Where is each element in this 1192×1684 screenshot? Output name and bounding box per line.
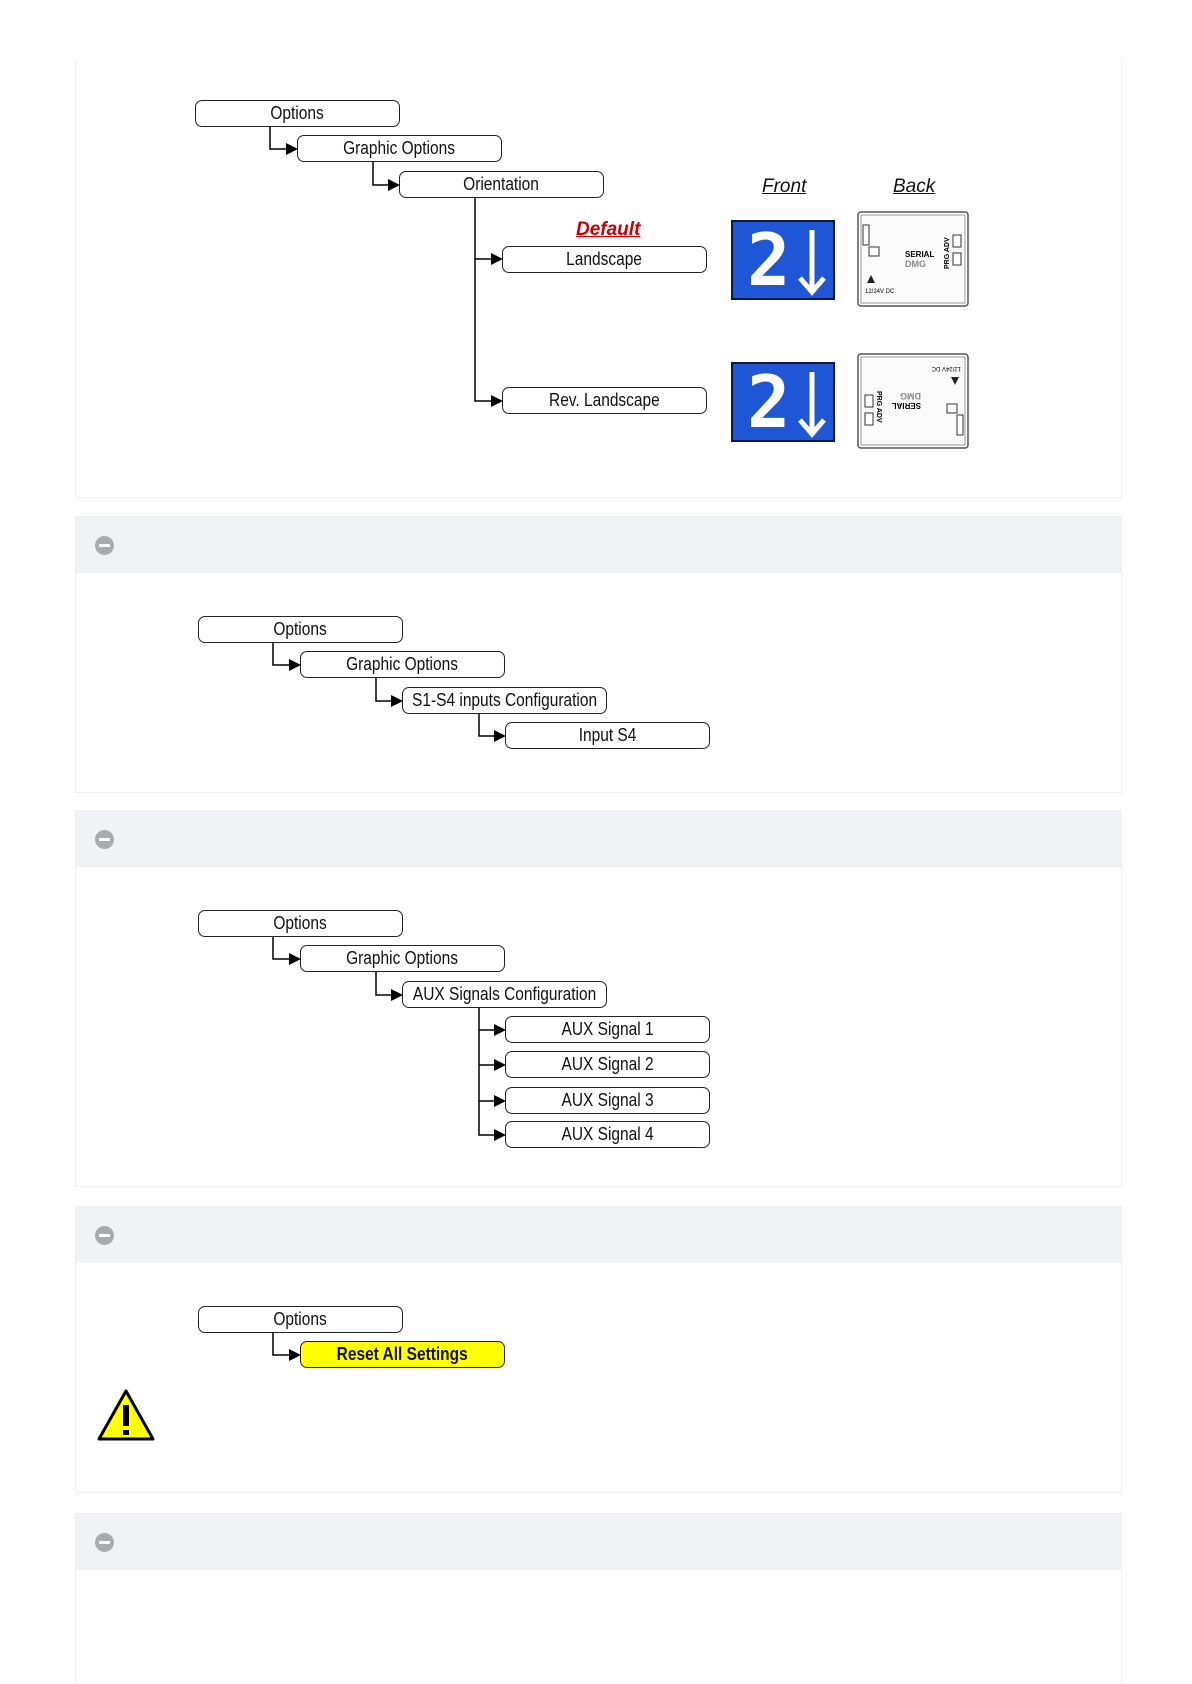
node-graphic-options-label: Graphic Options	[346, 654, 459, 674]
front-label: Front	[762, 176, 807, 197]
prg-adv-text: PRG ADV	[944, 237, 951, 269]
aux-signal-label: AUX Signal 4	[561, 1124, 654, 1144]
node-options-label: Options	[273, 619, 328, 639]
aux-signal-label: AUX Signal 3	[561, 1090, 654, 1110]
node-aux-config-label: AUX Signals Configuration	[412, 984, 597, 1004]
aux-signal-label: AUX Signal 2	[561, 1054, 654, 1074]
node-graphic-options-label: Graphic Options	[346, 948, 459, 968]
collapse-icon[interactable]	[95, 1533, 114, 1552]
brand-text: DMG	[905, 259, 926, 269]
node-options-label: Options	[270, 103, 325, 123]
serial-text: SERIAL	[891, 401, 921, 410]
brand-text: DMG	[900, 391, 921, 401]
node-reset-label: Reset All Settings	[336, 1344, 469, 1364]
node-landscape-label: Landscape	[566, 249, 643, 269]
node-options-label: Options	[273, 913, 328, 933]
node-input-s4-label: Input S4	[578, 725, 637, 745]
next-card	[75, 1513, 1122, 1684]
node-graphic-options-label: Graphic Options	[343, 138, 456, 158]
display-digit: 2	[747, 360, 791, 444]
back-label: Back	[893, 176, 936, 197]
node-options-label: Options	[273, 1309, 328, 1329]
aux-signal-label: AUX Signal 1	[561, 1019, 654, 1039]
node-rev-landscape-label: Rev. Landscape	[549, 390, 660, 410]
voltage-text: 12/24V DC	[931, 365, 961, 371]
node-orientation-label: Orientation	[463, 174, 540, 194]
voltage-text: 12/24V DC	[865, 289, 895, 295]
default-label: Default	[576, 219, 641, 240]
next-card-header[interactable]	[76, 1514, 1121, 1570]
serial-text: SERIAL	[905, 250, 935, 259]
display-digit: 2	[747, 218, 791, 302]
warning-icon	[96, 1388, 156, 1442]
node-s1-s4-config-label: S1-S4 inputs Configuration	[411, 690, 598, 710]
prg-adv-text: PRG ADV	[875, 391, 882, 423]
